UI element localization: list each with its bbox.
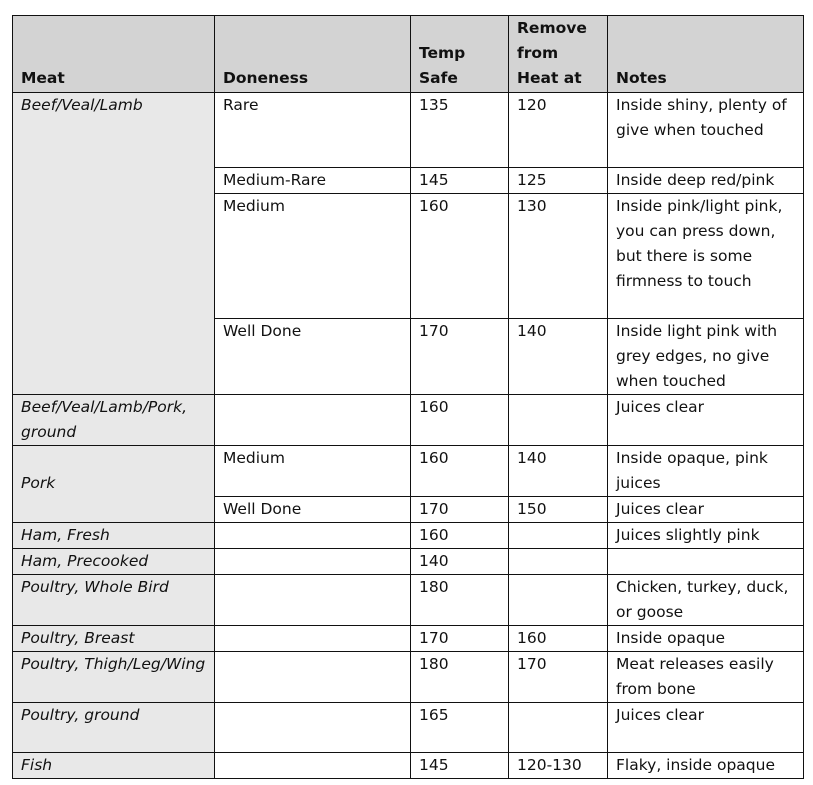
table-row	[13, 549, 804, 575]
meat-cell: Fish	[13, 753, 215, 779]
notes-cell: Inside opaque, pink juices	[608, 446, 804, 497]
remove-heat-cell: 130	[509, 194, 608, 319]
temp-safe-cell: 145	[411, 168, 509, 194]
notes-cell	[608, 549, 804, 575]
meat-cell: Pork	[13, 446, 215, 523]
meat-cell: Ham, Fresh	[13, 523, 215, 549]
doneness-cell: Rare	[215, 93, 411, 168]
temp-safe-cell: 145	[411, 753, 509, 779]
doneness-cell	[215, 575, 411, 626]
notes-cell: Juices slightly pink	[608, 523, 804, 549]
temp-safe-cell: 160	[411, 446, 509, 497]
remove-heat-cell	[509, 549, 608, 575]
remove-heat-cell	[509, 575, 608, 626]
temp-safe-cell: 180	[411, 575, 509, 626]
temp-safe-cell: 170	[411, 497, 509, 523]
remove-heat-cell: 120	[509, 93, 608, 168]
meat-temperature-table	[12, 15, 804, 779]
doneness-cell	[215, 523, 411, 549]
notes-cell: Inside opaque	[608, 626, 804, 652]
remove-heat-cell: 160	[509, 626, 608, 652]
doneness-cell: Well Done	[215, 497, 411, 523]
doneness-cell	[215, 703, 411, 753]
table-row	[13, 446, 804, 497]
temp-safe-cell: 165	[411, 703, 509, 753]
header-doneness: Doneness	[215, 16, 411, 93]
remove-heat-cell: 140	[509, 319, 608, 395]
temp-safe-cell: 160	[411, 395, 509, 446]
meat-cell: Poultry, ground	[13, 703, 215, 753]
doneness-cell	[215, 626, 411, 652]
notes-cell: Inside light pink with grey edges, no give when touched	[608, 319, 804, 395]
temp-safe-cell: 140	[411, 549, 509, 575]
table-row	[13, 626, 804, 652]
meat-cell: Beef/Veal/Lamb	[13, 93, 215, 395]
meat-cell: Poultry, Thigh/Leg/Wing	[13, 652, 215, 703]
notes-cell: Chicken, turkey, duck, or goose	[608, 575, 804, 626]
remove-heat-cell: 150	[509, 497, 608, 523]
header-remove-from-heat: Remove from Heat at	[509, 16, 608, 93]
notes-cell: Inside pink/light pink, you can press down, but there is some firmness to touch	[608, 194, 804, 319]
table-row	[13, 703, 804, 753]
notes-cell: Juices clear	[608, 703, 804, 753]
doneness-cell	[215, 549, 411, 575]
meat-cell: Beef/Veal/Lamb/Pork, ground	[13, 395, 215, 446]
remove-heat-cell: 170	[509, 652, 608, 703]
header-row	[13, 16, 804, 93]
remove-heat-cell: 125	[509, 168, 608, 194]
temp-safe-cell: 160	[411, 523, 509, 549]
table-row	[13, 753, 804, 779]
temp-safe-cell: 160	[411, 194, 509, 319]
table-row	[13, 652, 804, 703]
temp-safe-cell: 135	[411, 93, 509, 168]
doneness-cell	[215, 753, 411, 779]
table-row	[13, 575, 804, 626]
temp-safe-cell: 170	[411, 319, 509, 395]
notes-cell: Inside shiny, plenty of give when touched	[608, 93, 804, 168]
notes-cell: Juices clear	[608, 497, 804, 523]
doneness-cell: Medium	[215, 194, 411, 319]
meat-cell: Poultry, Breast	[13, 626, 215, 652]
meat-cell: Ham, Precooked	[13, 549, 215, 575]
notes-cell: Flaky, inside opaque	[608, 753, 804, 779]
doneness-cell	[215, 652, 411, 703]
meat-cell: Poultry, Whole Bird	[13, 575, 215, 626]
header-temp-safe: Temp Safe	[411, 16, 509, 93]
header-meat: Meat	[13, 16, 215, 93]
temp-safe-cell: 170	[411, 626, 509, 652]
table-row	[13, 523, 804, 549]
temp-safe-cell: 180	[411, 652, 509, 703]
notes-cell: Meat releases easily from bone	[608, 652, 804, 703]
table-row	[13, 93, 804, 168]
doneness-cell: Medium-Rare	[215, 168, 411, 194]
header-notes: Notes	[608, 16, 804, 93]
remove-heat-cell	[509, 523, 608, 549]
remove-heat-cell: 140	[509, 446, 608, 497]
doneness-cell	[215, 395, 411, 446]
remove-heat-cell	[509, 395, 608, 446]
notes-cell: Inside deep red/pink	[608, 168, 804, 194]
remove-heat-cell: 120-130	[509, 753, 608, 779]
table-row	[13, 395, 804, 446]
doneness-cell: Medium	[215, 446, 411, 497]
doneness-cell: Well Done	[215, 319, 411, 395]
remove-heat-cell	[509, 703, 608, 753]
notes-cell: Juices clear	[608, 395, 804, 446]
